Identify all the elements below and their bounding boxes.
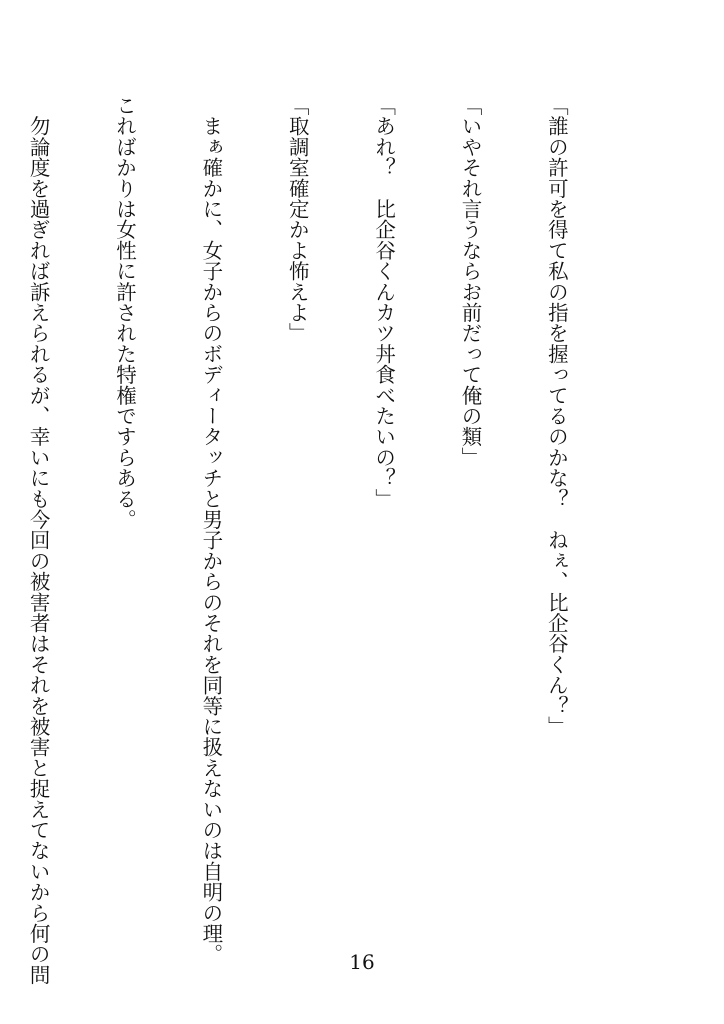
text-line: 勿論度を過ぎれば訴えられるが、幸いにも今回の被害者はそれを被害と捉えてないから何の問 xyxy=(26,95,51,986)
page-number: 16 xyxy=(349,950,375,974)
text-line: こればかりは女性に許された特権ですらある。 xyxy=(112,95,137,530)
text-line: 「いやそれ言うならお前だって俺の類」 xyxy=(458,95,483,468)
text-line: まぁ確かに、女子からのボディータッチと男子からのそれを同等に扱えないのは自明の理。 xyxy=(198,95,223,965)
text-line: 「誰の許可を得て私の指を握ってるのかな？ ねぇ、比企谷くん？」 xyxy=(544,95,569,737)
text-line: 「あれ？ 比企谷くんカツ丼食べたいの？」 xyxy=(371,95,396,509)
text-line: 「取調室確定かよ怖えよ」 xyxy=(285,95,310,344)
